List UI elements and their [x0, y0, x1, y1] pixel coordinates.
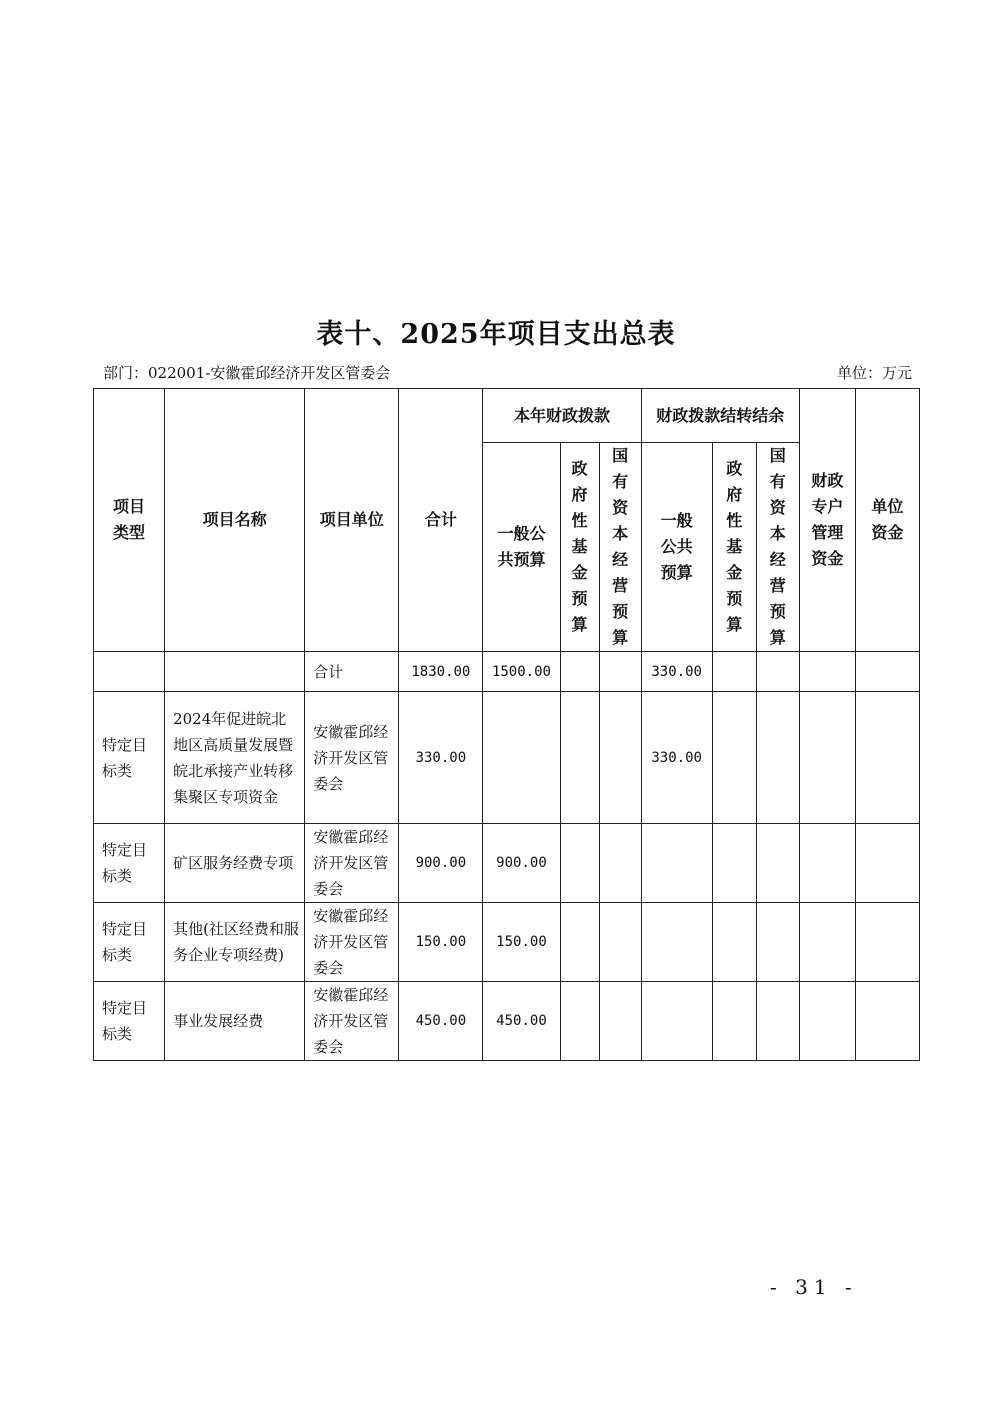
table-row [94, 692, 920, 824]
row-name: 矿区服务经费专项 [165, 824, 305, 903]
header-org: 项目单位 [305, 389, 399, 652]
row-name: 2024年促进皖北地区高质量发展暨皖北承接产业转移集聚区专项资金 [165, 692, 305, 824]
table-row [94, 903, 920, 982]
row-org: 安徽霍邱经济开发区管委会 [305, 692, 399, 824]
row-carry-general [641, 903, 712, 982]
row-type: 特定目标类 [94, 692, 165, 824]
row-name: 事业发展经费 [165, 982, 305, 1061]
row-total: 330.00 [399, 692, 483, 824]
total-row [94, 652, 920, 692]
row-type: 特定目标类 [94, 903, 165, 982]
header-current-group: 本年财政拨款 [483, 389, 641, 443]
row-org: 安徽霍邱经济开发区管委会 [305, 824, 399, 903]
row-total: 900.00 [399, 824, 483, 903]
department-label: 部门：022001-安徽霍邱经济开发区管委会 [103, 364, 391, 382]
row-total: 450.00 [399, 982, 483, 1061]
row-name: 其他(社区经费和服务企业专项经费) [165, 903, 305, 982]
header-unit-fund: 单位 资金 [855, 389, 919, 652]
table-row [94, 982, 920, 1061]
row-org: 安徽霍邱经济开发区管委会 [305, 903, 399, 982]
row-type: 特定目标类 [94, 824, 165, 903]
header-special: 财政 专户 管理 资金 [799, 389, 855, 652]
page-title: 表十、2025年项目支出总表 [316, 319, 676, 350]
unit-label: 单位：万元 [836, 364, 912, 382]
header-carry-group: 财政拨款结转结余 [641, 389, 799, 443]
row-total: 150.00 [399, 903, 483, 982]
total-row-carry-general: 330.00 [641, 652, 712, 692]
row-carry-general: 330.00 [641, 692, 712, 824]
row-general: 900.00 [483, 824, 560, 903]
row-general: 450.00 [483, 982, 560, 1061]
row-carry-general [641, 982, 712, 1061]
project-expenditure-table [93, 388, 920, 1061]
header-gov-fund: 政 府 性 基 金 预 算 [560, 443, 599, 652]
table-row [94, 824, 920, 903]
row-general: 150.00 [483, 903, 560, 982]
header-total: 合计 [399, 389, 483, 652]
header-state-capital: 国 有 资 本 经 营 预 算 [599, 443, 641, 652]
header-carry-state-capital: 国 有 资 本 经 营 预 算 [756, 443, 799, 652]
header-name: 项目名称 [165, 389, 305, 652]
row-type: 特定目标类 [94, 982, 165, 1061]
header-carry-general: 一般 公共 预算 [641, 443, 712, 652]
row-general [483, 692, 560, 824]
header-general: 一般公 共预算 [483, 443, 560, 652]
row-carry-general [641, 824, 712, 903]
total-row-total: 1830.00 [399, 652, 483, 692]
header-type: 项目 类型 [94, 389, 165, 652]
header-carry-gov-fund: 政 府 性 基 金 预 算 [712, 443, 756, 652]
row-org: 安徽霍邱经济开发区管委会 [305, 982, 399, 1061]
page-number: - 31 - [770, 1275, 858, 1299]
total-row-general: 1500.00 [483, 652, 560, 692]
total-row-label: 合计 [305, 652, 399, 692]
